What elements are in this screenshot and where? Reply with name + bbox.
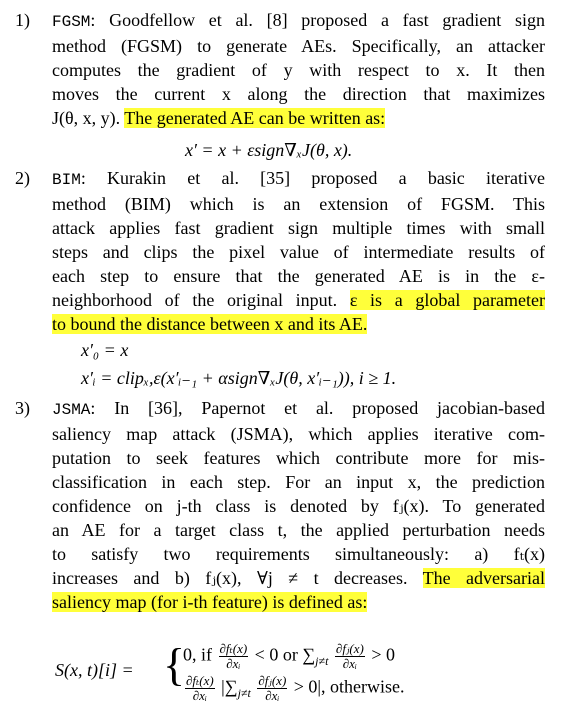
text-line: FGSM: Goodfellow et al. [8] proposed a fast gradient sign — [52, 10, 545, 31]
fraction: $\frac{\text{∂fₜ(x)}}{\text{∂xᵢ}}$ — [186, 673, 214, 703]
fraction: $\frac{\text{∂fₜ(x)}}{\text{∂xᵢ}}$ — [219, 641, 248, 671]
text-line: each step to ensure that the generated AE is in the ε- — [52, 266, 545, 286]
equation-fgsm: x′ = x + εsign∇ₓJ(θ, x). — [185, 140, 353, 160]
text-line — [52, 590, 545, 614]
text-line — [52, 312, 545, 336]
list-item-jsma — [15, 396, 545, 716]
text-line: putation to seek features which contribute more for mis- — [52, 448, 545, 468]
highlighted-text: The generated AE can be written as: — [124, 108, 386, 128]
text-line: an AE for a target class t, the applied perturbation needs — [52, 520, 545, 540]
text-line: JSMA: In [36], Papernot et al. proposed jacobian-based — [52, 398, 545, 419]
item-number: 2) — [15, 168, 30, 188]
equation-bim-iter: x′ᵢ = clipₓ,ε(x′ᵢ₋₁ + αsign∇ₓJ(θ, x′ᵢ₋₁)), i ≥ 1. — [81, 368, 397, 388]
text-line: computes the gradient of y with respect to x. It then — [52, 60, 545, 80]
text-line: to satisfy two requirements simultaneously: a) fₜ(x) — [52, 544, 545, 564]
text-line: increases and b) fⱼ(x), ∀j ≠ t decreases. The adversarial — [52, 568, 545, 588]
text-line: saliency map attack (JSMA), which applies iterative com- — [52, 424, 545, 444]
equation-case-2: $\frac{\text{∂fₜ(x)}}{\text{∂xᵢ}}$ $|\sum_{j\ne t}$ $\frac{\text{∂fⱼ(x)}}{\text{∂xᵢ}}$ > 0|, otherwise. — [186, 673, 405, 703]
highlighted-text: ε is a global parameter — [349, 290, 545, 310]
highlighted-text: The adversarial — [422, 568, 545, 588]
highlighted-text: to bound the distance between x and its AE. — [52, 314, 368, 334]
text-line: neighborhood of the original input. ε is a global parameter — [52, 290, 545, 310]
text-line: BIM: Kurakin et al. [35] proposed a basic iterative — [52, 168, 545, 189]
equation-lhs: S(x, t)[i] = — [55, 660, 134, 680]
item-number: 3) — [15, 398, 30, 418]
text-line: classification in each step. For an input x, the prediction — [52, 472, 545, 492]
text-line: moves the current x along the direction that maximizes — [52, 84, 545, 104]
text-line: J(θ, x, y). The generated AE can be written as: — [52, 108, 386, 128]
item-body — [52, 166, 545, 336]
method-name: BIM — [52, 171, 81, 189]
method-name: FGSM — [52, 13, 91, 31]
text-line: attack applies fast gradient sign multiple times with small — [52, 218, 545, 238]
text-line: confidence on j-th class is denoted by fⱼ(x). To generated — [52, 496, 545, 516]
item-body — [52, 8, 545, 130]
fraction: $\frac{\text{∂fⱼ(x)}}{\text{∂xᵢ}}$ — [258, 673, 287, 703]
text-line: steps and clips the pixel value of intermediate results of — [52, 242, 545, 262]
equation-bim-init: x′₀ = x — [81, 340, 129, 360]
item-body — [52, 396, 545, 614]
equation-saliency-map — [15, 634, 545, 714]
method-name: JSMA — [52, 401, 91, 419]
text-line: method (FGSM) to generate AEs. Specifically, an attacker — [52, 36, 545, 56]
fraction: $\frac{\text{∂fⱼ(x)}}{\text{∂xᵢ}}$ — [335, 641, 364, 671]
list-item-bim — [15, 166, 545, 396]
list-item-fgsm — [15, 8, 545, 168]
highlighted-text: saliency map (for i-th feature) is defined as: — [52, 592, 368, 612]
equation-case-1: 0, if $\frac{\text{∂fₜ(x)}}{\text{∂xᵢ}}$ < 0 or $\sum_{j\ne t}$ $\frac{\text{∂fⱼ(x)}}{\text{∂xᵢ}}$ > 0 — [183, 641, 395, 671]
text-line: method (BIM) which is an extension of FGSM. This — [52, 194, 545, 214]
item-number: 1) — [15, 10, 30, 30]
left-brace: { — [163, 639, 186, 690]
